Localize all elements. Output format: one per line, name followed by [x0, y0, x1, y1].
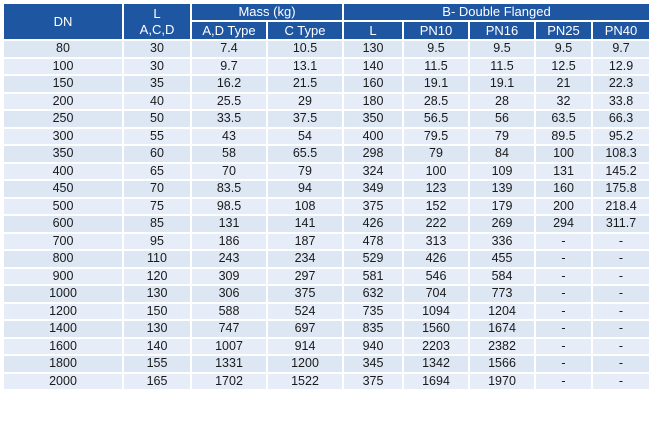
cell-dn: 80 [4, 41, 122, 57]
cell-mass-c-type: 10.5 [268, 41, 342, 57]
cell-mass-ad-type: 58 [192, 146, 266, 162]
cell-l-acd: 130 [124, 286, 190, 302]
cell-mass-c-type: 187 [268, 234, 342, 250]
cell-flanged-l: 581 [344, 269, 402, 285]
cell-l-acd: 85 [124, 216, 190, 232]
cell-pn40: - [593, 269, 649, 285]
table-row [4, 286, 649, 302]
cell-mass-ad-type: 25.5 [192, 94, 266, 110]
cell-pn40: - [593, 374, 649, 390]
table-row [4, 129, 649, 145]
cell-pn10: 1694 [404, 374, 468, 390]
cell-flanged-l: 940 [344, 339, 402, 355]
table-row [4, 41, 649, 57]
cell-dn: 1000 [4, 286, 122, 302]
cell-dn: 1600 [4, 339, 122, 355]
table-row [4, 374, 649, 390]
cell-pn16: 269 [470, 216, 534, 232]
cell-mass-ad-type: 747 [192, 321, 266, 337]
cell-pn40: 66.3 [593, 111, 649, 127]
cell-l-acd: 130 [124, 321, 190, 337]
cell-pn40: 311.7 [593, 216, 649, 232]
cell-flanged-l: 400 [344, 129, 402, 145]
table-row [4, 199, 649, 215]
table-row [4, 76, 649, 92]
cell-pn10: 79.5 [404, 129, 468, 145]
table-row [4, 94, 649, 110]
cell-l-acd: 150 [124, 304, 190, 320]
cell-dn: 200 [4, 94, 122, 110]
cell-pn10: 56.5 [404, 111, 468, 127]
cell-pn10: 426 [404, 251, 468, 267]
cell-l-acd: 40 [124, 94, 190, 110]
header-double-flanged: B- Double Flanged [344, 4, 649, 20]
cell-pn40: - [593, 286, 649, 302]
cell-pn40: 145.2 [593, 164, 649, 180]
cell-dn: 150 [4, 76, 122, 92]
cell-pn25: 200 [536, 199, 591, 215]
cell-mass-ad-type: 131 [192, 216, 266, 232]
cell-dn: 1400 [4, 321, 122, 337]
cell-mass-ad-type: 1007 [192, 339, 266, 355]
cell-flanged-l: 324 [344, 164, 402, 180]
table-row [4, 59, 649, 75]
cell-dn: 450 [4, 181, 122, 197]
header-pn25: PN25 [536, 22, 591, 39]
cell-flanged-l: 345 [344, 356, 402, 372]
cell-pn16: 1674 [470, 321, 534, 337]
cell-l-acd: 60 [124, 146, 190, 162]
cell-mass-ad-type: 309 [192, 269, 266, 285]
cell-pn10: 28.5 [404, 94, 468, 110]
cell-pn16: 336 [470, 234, 534, 250]
cell-pn25: - [536, 356, 591, 372]
table-row [4, 146, 649, 162]
cell-mass-c-type: 29 [268, 94, 342, 110]
cell-mass-ad-type: 16.2 [192, 76, 266, 92]
cell-pn16: 79 [470, 129, 534, 145]
cell-pn25: 12.5 [536, 59, 591, 75]
cell-pn25: - [536, 286, 591, 302]
header-dn: DN [4, 4, 122, 39]
cell-pn16: 1204 [470, 304, 534, 320]
cell-mass-c-type: 94 [268, 181, 342, 197]
cell-l-acd: 165 [124, 374, 190, 390]
header-pn40: PN40 [593, 22, 649, 39]
cell-pn10: 1560 [404, 321, 468, 337]
table-row [4, 356, 649, 372]
table-row [4, 251, 649, 267]
header-c-type: C Type [268, 22, 342, 39]
table-row [4, 164, 649, 180]
cell-l-acd: 155 [124, 356, 190, 372]
header-pn10: PN10 [404, 22, 468, 39]
header-l-acd-line2: A,C,D [139, 21, 175, 37]
cell-mass-c-type: 234 [268, 251, 342, 267]
cell-flanged-l: 529 [344, 251, 402, 267]
cell-pn40: 22.3 [593, 76, 649, 92]
cell-pn10: 1342 [404, 356, 468, 372]
header-mass: Mass (kg) [192, 4, 342, 20]
cell-pn25: - [536, 251, 591, 267]
cell-pn16: 2382 [470, 339, 534, 355]
cell-mass-c-type: 697 [268, 321, 342, 337]
cell-pn40: - [593, 356, 649, 372]
cell-pn40: - [593, 304, 649, 320]
cell-mass-c-type: 375 [268, 286, 342, 302]
table-row [4, 111, 649, 127]
cell-flanged-l: 160 [344, 76, 402, 92]
table-body [4, 41, 649, 389]
cell-pn10: 546 [404, 269, 468, 285]
cell-l-acd: 110 [124, 251, 190, 267]
cell-pn40: - [593, 339, 649, 355]
cell-pn10: 152 [404, 199, 468, 215]
cell-mass-c-type: 108 [268, 199, 342, 215]
cell-mass-c-type: 141 [268, 216, 342, 232]
cell-mass-ad-type: 243 [192, 251, 266, 267]
table-row [4, 269, 649, 285]
cell-mass-c-type: 297 [268, 269, 342, 285]
cell-mass-c-type: 79 [268, 164, 342, 180]
cell-pn25: - [536, 374, 591, 390]
cell-pn25: 32 [536, 94, 591, 110]
cell-mass-ad-type: 1702 [192, 374, 266, 390]
cell-pn16: 9.5 [470, 41, 534, 57]
cell-l-acd: 55 [124, 129, 190, 145]
cell-mass-ad-type: 33.5 [192, 111, 266, 127]
cell-pn40: 33.8 [593, 94, 649, 110]
header-ad-type: A,D Type [192, 22, 266, 39]
cell-pn40: - [593, 251, 649, 267]
cell-flanged-l: 350 [344, 111, 402, 127]
cell-pn10: 123 [404, 181, 468, 197]
cell-pn40: 218.4 [593, 199, 649, 215]
cell-pn40: - [593, 234, 649, 250]
table-row [4, 216, 649, 232]
cell-dn: 300 [4, 129, 122, 145]
cell-pn25: - [536, 321, 591, 337]
cell-flanged-l: 140 [344, 59, 402, 75]
cell-pn10: 100 [404, 164, 468, 180]
cell-mass-c-type: 54 [268, 129, 342, 145]
cell-mass-ad-type: 9.7 [192, 59, 266, 75]
cell-flanged-l: 298 [344, 146, 402, 162]
cell-mass-ad-type: 7.4 [192, 41, 266, 57]
cell-pn25: - [536, 339, 591, 355]
cell-l-acd: 75 [124, 199, 190, 215]
cell-flanged-l: 180 [344, 94, 402, 110]
cell-pn10: 1094 [404, 304, 468, 320]
table-row [4, 181, 649, 197]
cell-l-acd: 30 [124, 59, 190, 75]
cell-pn16: 179 [470, 199, 534, 215]
cell-pn40: 175.8 [593, 181, 649, 197]
cell-pn40: - [593, 321, 649, 337]
cell-pn16: 584 [470, 269, 534, 285]
cell-mass-ad-type: 186 [192, 234, 266, 250]
cell-mass-c-type: 21.5 [268, 76, 342, 92]
cell-mass-c-type: 1200 [268, 356, 342, 372]
cell-dn: 600 [4, 216, 122, 232]
cell-mass-ad-type: 1331 [192, 356, 266, 372]
cell-flanged-l: 426 [344, 216, 402, 232]
cell-pn16: 109 [470, 164, 534, 180]
cell-pn16: 139 [470, 181, 534, 197]
cell-pn16: 773 [470, 286, 534, 302]
cell-l-acd: 140 [124, 339, 190, 355]
cell-flanged-l: 735 [344, 304, 402, 320]
cell-l-acd: 120 [124, 269, 190, 285]
cell-l-acd: 30 [124, 41, 190, 57]
cell-mass-ad-type: 70 [192, 164, 266, 180]
cell-mass-c-type: 37.5 [268, 111, 342, 127]
cell-dn: 2000 [4, 374, 122, 390]
cell-flanged-l: 478 [344, 234, 402, 250]
cell-dn: 900 [4, 269, 122, 285]
cell-pn10: 2203 [404, 339, 468, 355]
cell-mass-c-type: 13.1 [268, 59, 342, 75]
cell-pn25: 294 [536, 216, 591, 232]
cell-mass-c-type: 524 [268, 304, 342, 320]
cell-l-acd: 50 [124, 111, 190, 127]
cell-pn10: 704 [404, 286, 468, 302]
cell-dn: 500 [4, 199, 122, 215]
cell-pn25: - [536, 234, 591, 250]
cell-pn16: 1970 [470, 374, 534, 390]
cell-dn: 1200 [4, 304, 122, 320]
cell-pn16: 56 [470, 111, 534, 127]
cell-pn25: - [536, 304, 591, 320]
cell-pn25: 21 [536, 76, 591, 92]
dimensions-table [2, 2, 651, 391]
cell-pn16: 19.1 [470, 76, 534, 92]
cell-mass-ad-type: 306 [192, 286, 266, 302]
header-l-acd [124, 4, 190, 39]
cell-mass-ad-type: 98.5 [192, 199, 266, 215]
cell-mass-c-type: 65.5 [268, 146, 342, 162]
cell-mass-c-type: 914 [268, 339, 342, 355]
cell-flanged-l: 130 [344, 41, 402, 57]
cell-pn16: 28 [470, 94, 534, 110]
cell-pn10: 222 [404, 216, 468, 232]
cell-dn: 350 [4, 146, 122, 162]
cell-mass-c-type: 1522 [268, 374, 342, 390]
cell-flanged-l: 835 [344, 321, 402, 337]
header-pn16: PN16 [470, 22, 534, 39]
cell-pn10: 19.1 [404, 76, 468, 92]
cell-pn16: 84 [470, 146, 534, 162]
cell-mass-ad-type: 43 [192, 129, 266, 145]
table-row [4, 321, 649, 337]
cell-l-acd: 95 [124, 234, 190, 250]
cell-dn: 400 [4, 164, 122, 180]
cell-pn25: 160 [536, 181, 591, 197]
table-row [4, 234, 649, 250]
cell-pn10: 79 [404, 146, 468, 162]
cell-pn25: 63.5 [536, 111, 591, 127]
cell-pn25: - [536, 269, 591, 285]
cell-pn10: 11.5 [404, 59, 468, 75]
dimensions-table-container [2, 2, 649, 391]
cell-dn: 1800 [4, 356, 122, 372]
cell-l-acd: 70 [124, 181, 190, 197]
cell-l-acd: 35 [124, 76, 190, 92]
cell-pn16: 11.5 [470, 59, 534, 75]
cell-pn16: 1566 [470, 356, 534, 372]
cell-flanged-l: 632 [344, 286, 402, 302]
cell-pn16: 455 [470, 251, 534, 267]
cell-pn25: 9.5 [536, 41, 591, 57]
cell-pn10: 9.5 [404, 41, 468, 57]
cell-pn25: 100 [536, 146, 591, 162]
cell-pn40: 9.7 [593, 41, 649, 57]
table-row [4, 304, 649, 320]
cell-pn40: 95.2 [593, 129, 649, 145]
cell-dn: 100 [4, 59, 122, 75]
header-l-acd-line1: L [153, 5, 161, 21]
cell-flanged-l: 375 [344, 374, 402, 390]
cell-pn40: 12.9 [593, 59, 649, 75]
cell-mass-ad-type: 83.5 [192, 181, 266, 197]
cell-flanged-l: 349 [344, 181, 402, 197]
cell-pn40: 108.3 [593, 146, 649, 162]
cell-pn25: 89.5 [536, 129, 591, 145]
header-l: L [344, 22, 402, 39]
cell-flanged-l: 375 [344, 199, 402, 215]
cell-mass-ad-type: 588 [192, 304, 266, 320]
cell-l-acd: 65 [124, 164, 190, 180]
cell-pn25: 131 [536, 164, 591, 180]
cell-dn: 250 [4, 111, 122, 127]
cell-pn10: 313 [404, 234, 468, 250]
table-row [4, 339, 649, 355]
cell-dn: 800 [4, 251, 122, 267]
cell-dn: 700 [4, 234, 122, 250]
table-header [4, 4, 649, 39]
